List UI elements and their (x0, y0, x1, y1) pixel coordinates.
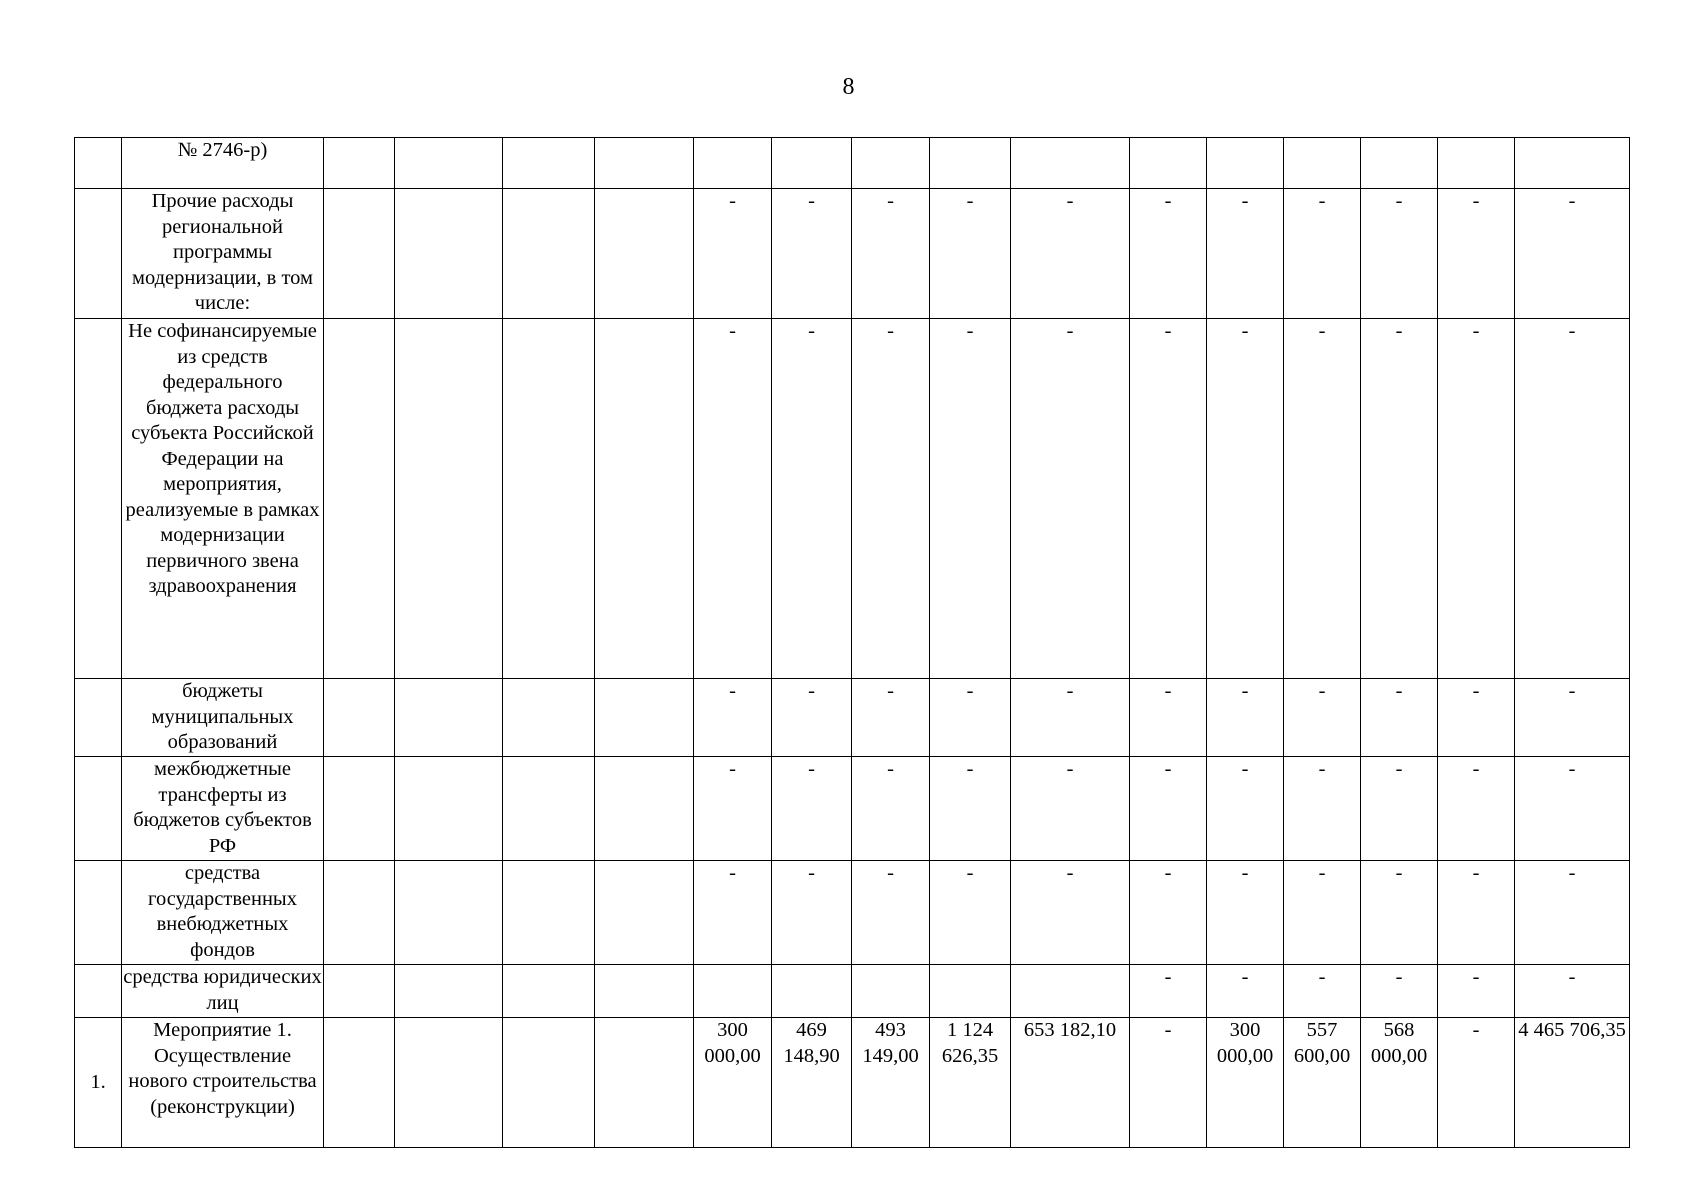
value-cell (930, 138, 1011, 189)
value-cell: - (1515, 757, 1630, 861)
value-cell: - (1438, 1018, 1515, 1148)
value-cell: - (1284, 189, 1361, 319)
value-cell: - (772, 189, 852, 319)
value-cell (694, 138, 772, 189)
page-number: 8 (842, 74, 855, 100)
value-cell: - (1361, 965, 1438, 1018)
value-cell: - (1361, 319, 1438, 679)
row-name-cell: средства государственных внебюджетных фондов (122, 861, 324, 965)
row-number-cell (75, 861, 122, 965)
empty-cell (324, 965, 395, 1018)
empty-cell (503, 189, 595, 319)
row-name-cell: Мероприятие 1. Осуществление нового строительства (реконструкции) (122, 1018, 324, 1148)
value-cell: - (694, 319, 772, 679)
value-cell: - (1361, 757, 1438, 861)
value-cell: - (1438, 319, 1515, 679)
value-cell: - (772, 861, 852, 965)
value-cell: - (1515, 319, 1630, 679)
value-cell: - (1438, 965, 1515, 1018)
value-cell (1011, 138, 1130, 189)
value-cell: - (1011, 319, 1130, 679)
empty-cell (395, 1018, 503, 1148)
row-number-cell (75, 189, 122, 319)
row-name-cell: № 2746-р) (122, 138, 324, 189)
empty-cell (395, 679, 503, 757)
value-cell: 300 000,00 (1207, 1018, 1284, 1148)
value-cell: - (1438, 679, 1515, 757)
value-cell (772, 138, 852, 189)
value-cell: - (852, 189, 930, 319)
value-cell (852, 965, 930, 1018)
value-cell: - (1207, 319, 1284, 679)
empty-cell (503, 138, 595, 189)
row-name-cell: Не софинансируемые из средств федерального бюджета расходы субъекта Российской Федерации на мероприятия, реализуемые в рамках модернизации первичного звена здравоохранения (122, 319, 324, 679)
value-cell: 1 124 626,35 (930, 1018, 1011, 1148)
empty-cell (324, 1018, 395, 1148)
value-cell: - (1130, 965, 1207, 1018)
value-cell: - (930, 319, 1011, 679)
value-cell (1011, 965, 1130, 1018)
value-cell: - (852, 679, 930, 757)
value-cell: - (1361, 679, 1438, 757)
table-row (75, 138, 1630, 189)
value-cell (1207, 138, 1284, 189)
value-cell: 493 149,00 (852, 1018, 930, 1148)
value-cell: 568 000,00 (1361, 1018, 1438, 1148)
row-name-cell: межбюджетные трансферты из бюджетов субъектов РФ (122, 757, 324, 861)
table-row (75, 861, 1630, 965)
empty-cell (503, 319, 595, 679)
value-cell: - (772, 679, 852, 757)
value-cell: - (1284, 861, 1361, 965)
empty-cell (595, 1018, 694, 1148)
table-row (75, 1018, 1630, 1148)
value-cell: - (930, 189, 1011, 319)
value-cell (1361, 138, 1438, 189)
empty-cell (395, 861, 503, 965)
value-cell: - (1207, 757, 1284, 861)
value-cell: - (1284, 757, 1361, 861)
row-name-cell: бюджеты муниципальных образований (122, 679, 324, 757)
value-cell: - (694, 189, 772, 319)
value-cell: - (1011, 861, 1130, 965)
budget-table (74, 137, 1630, 1148)
value-cell (1438, 138, 1515, 189)
value-cell: - (772, 757, 852, 861)
empty-cell (595, 189, 694, 319)
value-cell: - (1438, 189, 1515, 319)
value-cell: - (694, 861, 772, 965)
empty-cell (324, 138, 395, 189)
table-row (75, 679, 1630, 757)
value-cell (694, 965, 772, 1018)
empty-cell (395, 189, 503, 319)
value-cell: 4 465 706,35 (1515, 1018, 1630, 1148)
value-cell: - (1207, 679, 1284, 757)
value-cell: - (1515, 189, 1630, 319)
empty-cell (503, 861, 595, 965)
value-cell: - (1130, 757, 1207, 861)
value-cell: - (1284, 965, 1361, 1018)
value-cell: - (1130, 861, 1207, 965)
value-cell: 469 148,90 (772, 1018, 852, 1148)
value-cell: - (1130, 189, 1207, 319)
value-cell (772, 965, 852, 1018)
empty-cell (324, 319, 395, 679)
value-cell: - (852, 319, 930, 679)
empty-cell (595, 861, 694, 965)
value-cell: - (930, 861, 1011, 965)
value-cell: - (852, 757, 930, 861)
value-cell: 653 182,10 (1011, 1018, 1130, 1148)
value-cell: - (1361, 861, 1438, 965)
value-cell (852, 138, 930, 189)
value-cell: - (1011, 757, 1130, 861)
value-cell: - (694, 757, 772, 861)
value-cell (1515, 138, 1630, 189)
value-cell: - (1438, 757, 1515, 861)
row-number-cell (75, 319, 122, 679)
value-cell: - (1207, 965, 1284, 1018)
table-row (75, 189, 1630, 319)
row-number-cell (75, 138, 122, 189)
value-cell: - (930, 757, 1011, 861)
value-cell: - (852, 861, 930, 965)
value-cell: - (1515, 679, 1630, 757)
empty-cell (324, 861, 395, 965)
table-row (75, 757, 1630, 861)
empty-cell (595, 319, 694, 679)
empty-cell (595, 965, 694, 1018)
empty-cell (503, 757, 595, 861)
value-cell: - (930, 679, 1011, 757)
value-cell: 300 000,00 (694, 1018, 772, 1148)
empty-cell (395, 965, 503, 1018)
empty-cell (324, 757, 395, 861)
table-row (75, 319, 1630, 679)
value-cell: - (1515, 965, 1630, 1018)
empty-cell (595, 138, 694, 189)
value-cell: - (1011, 189, 1130, 319)
empty-cell (395, 757, 503, 861)
empty-cell (503, 679, 595, 757)
value-cell: 557 600,00 (1284, 1018, 1361, 1148)
value-cell (1130, 138, 1207, 189)
empty-cell (324, 679, 395, 757)
empty-cell (503, 1018, 595, 1148)
value-cell: - (1284, 319, 1361, 679)
value-cell: - (1130, 319, 1207, 679)
value-cell: - (1011, 679, 1130, 757)
value-cell: - (1284, 679, 1361, 757)
value-cell: - (1130, 1018, 1207, 1148)
value-cell: - (1207, 861, 1284, 965)
row-name-cell: Прочие расходы региональной программы модернизации, в том числе: (122, 189, 324, 319)
value-cell: - (1438, 861, 1515, 965)
empty-cell (395, 138, 503, 189)
empty-cell (395, 319, 503, 679)
empty-cell (324, 189, 395, 319)
value-cell: - (1207, 189, 1284, 319)
empty-cell (595, 757, 694, 861)
value-cell: - (772, 319, 852, 679)
row-name-cell: средства юридических лиц (122, 965, 324, 1018)
row-number-cell (75, 757, 122, 861)
empty-cell (595, 679, 694, 757)
row-number-cell (75, 965, 122, 1018)
value-cell (930, 965, 1011, 1018)
table-row (75, 965, 1630, 1018)
value-cell: - (1515, 861, 1630, 965)
row-number-cell (75, 679, 122, 757)
row-number-cell: 1. (75, 1018, 122, 1148)
value-cell: - (1361, 189, 1438, 319)
value-cell (1284, 138, 1361, 189)
value-cell: - (694, 679, 772, 757)
empty-cell (503, 965, 595, 1018)
value-cell: - (1130, 679, 1207, 757)
